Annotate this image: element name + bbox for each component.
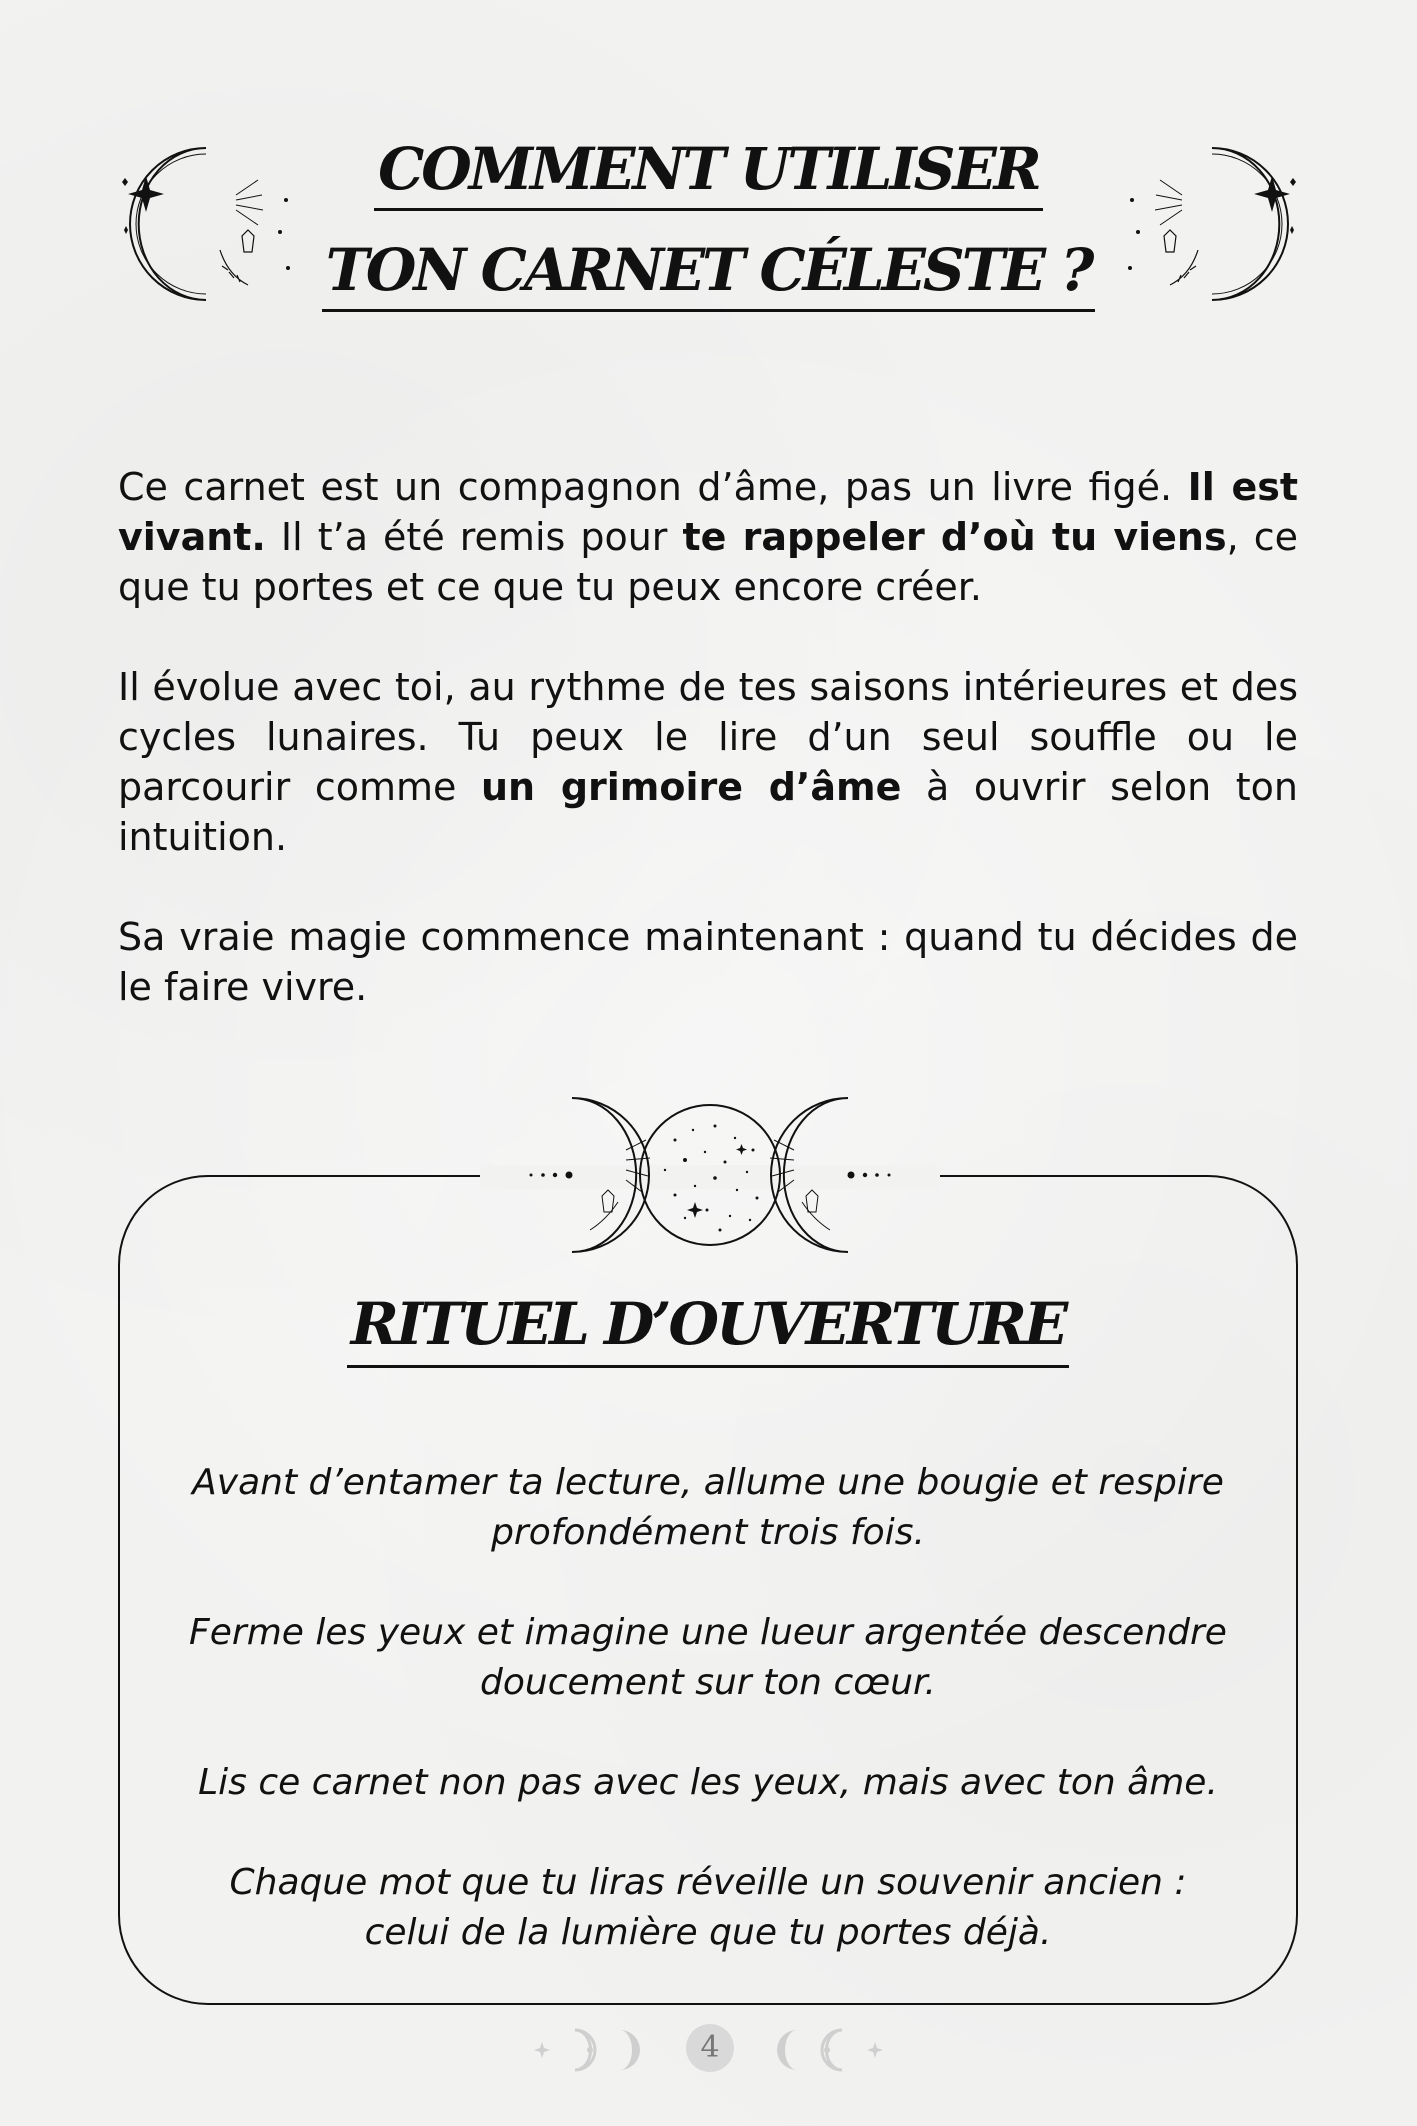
intro-p1-bold-a: Il est vivant. — [118, 465, 1299, 559]
ritual-paragraph-4 — [148, 1858, 1268, 1958]
intro-paragraph-3: Sa vraie magie commence maintenant : quand tu décides de le faire vivre. — [118, 915, 1298, 1009]
ritual-paragraph-1: Avant d’entamer ta lecture, allume une bougie et respire profondément trois fois. — [192, 1462, 1224, 1553]
ritual-paragraph-2: Ferme les yeux et imagine une lueur argentée descendre doucement sur ton cœur. — [189, 1612, 1227, 1703]
crescent-moon-left-icon — [108, 140, 298, 310]
crescent-moon-right-icon — [1120, 140, 1310, 310]
page-title-line-1: COMMENT UTILISER — [374, 140, 1043, 211]
intro-p1-text-c: , ce que tu portes et ce que tu peux encore créer. — [118, 515, 1298, 609]
page-title-line-2: TON CARNET CÉLESTE ? — [322, 241, 1096, 312]
ritual-paragraph-3: Lis ce carnet non pas avec les yeux, mais avec ton âme. — [198, 1762, 1218, 1803]
intro-p2-text-b: à ouvrir selon ton intuition. — [118, 765, 1299, 859]
page-footer — [520, 2018, 897, 2082]
ritual-paragraph-4-line-2: celui de la lumière que tu portes déjà. — [364, 1912, 1052, 1953]
intro-p1-text-a: Ce carnet est un compagnon d’âme, pas un livre figé. — [118, 465, 1188, 509]
page-number: 4 — [686, 2024, 734, 2072]
triple-moon-icon — [525, 1090, 895, 1260]
page-title — [300, 135, 1117, 312]
intro-p1-bold-b: te rappeler d’où tu viens — [682, 515, 1227, 559]
ritual-title: RITUEL D’OUVERTURE — [347, 1295, 1069, 1368]
intro-p2-bold: un grimoire d’âme — [480, 765, 902, 809]
intro-p1-text-b: Il t’a été remis pour — [265, 515, 683, 559]
intro-paragraph-2 — [118, 662, 1298, 862]
ritual-text — [148, 1458, 1268, 2008]
intro-paragraph-1 — [118, 462, 1298, 612]
ritual-paragraph-4-line-1: Chaque mot que tu liras réveille un souvenir ancien : — [229, 1862, 1187, 1903]
intro-p2-text-a: Il évolue avec toi, au rythme de tes saisons intérieures et des cycles lunaires. Tu peux le lire d’un seul souffle ou le parcourir comme — [118, 665, 1298, 809]
intro-text — [118, 462, 1298, 1062]
ritual-heading — [118, 1290, 1298, 1368]
